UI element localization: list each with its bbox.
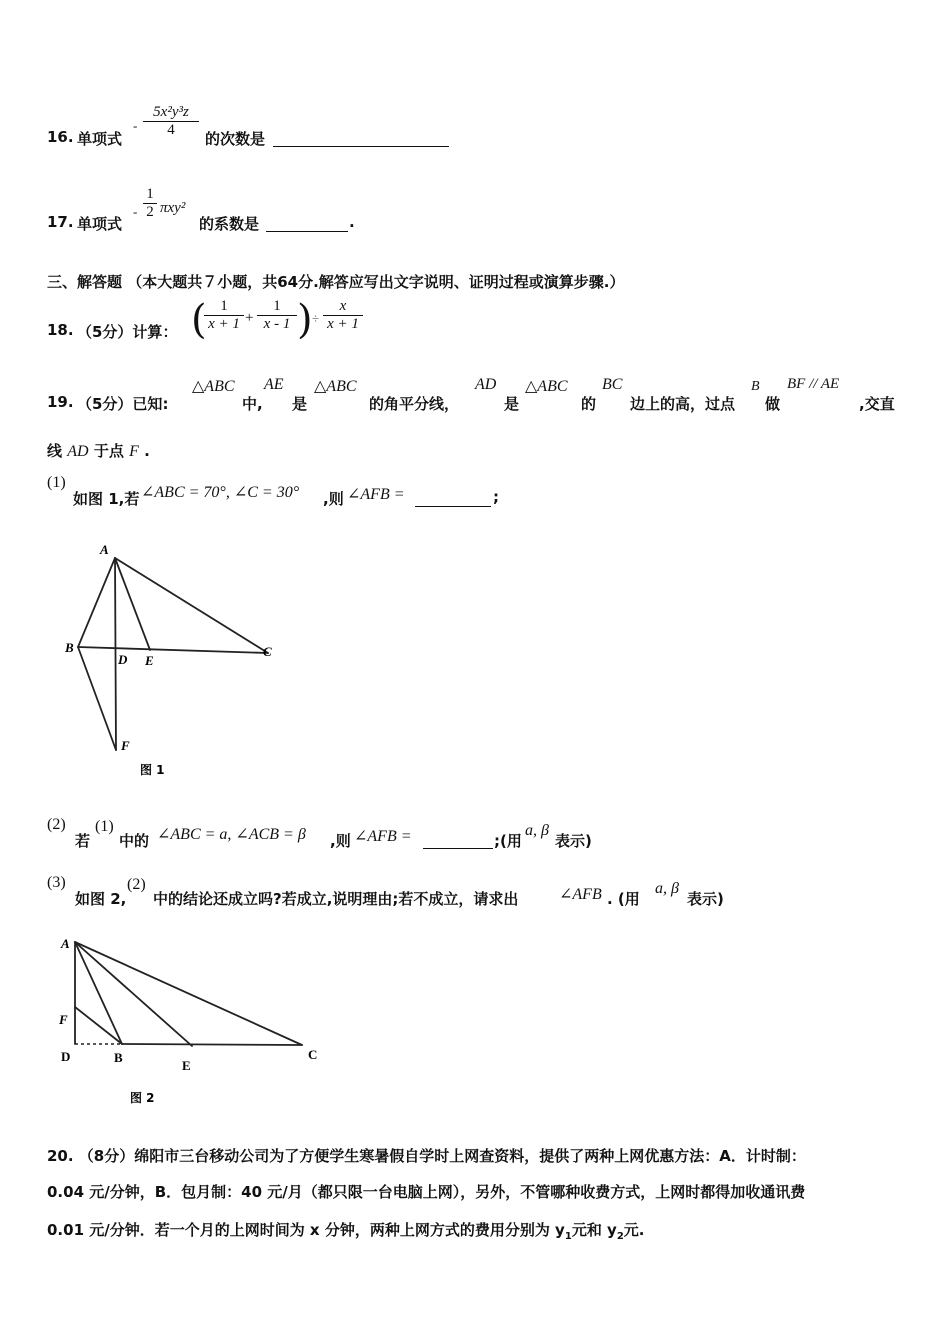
fig1-label-b: B bbox=[65, 640, 74, 655]
fig2-label-c: C bbox=[308, 1047, 318, 1062]
q18 bbox=[47, 296, 407, 344]
q19-number: 19. bbox=[47, 393, 74, 411]
q19-ae: AE bbox=[264, 376, 284, 393]
q19-t4: 是 bbox=[504, 395, 520, 413]
fig2-segment-ac bbox=[75, 942, 302, 1045]
fig2-label-d: D bbox=[61, 1049, 71, 1064]
q17-frac-den: 2 bbox=[146, 204, 154, 220]
q20-line3-c: 元. bbox=[623, 1221, 645, 1239]
q19-t5: 的 bbox=[581, 395, 597, 413]
p2-ask: ∠AFB = bbox=[354, 828, 412, 845]
q18-f1-num: 1 bbox=[220, 298, 228, 314]
q17-answer-blank bbox=[266, 215, 348, 232]
q19-t7: 做 bbox=[765, 395, 781, 413]
q17-sign: - bbox=[133, 204, 138, 219]
p2-ref: (1) bbox=[95, 818, 114, 835]
q16-prefix: 单项式 bbox=[77, 130, 123, 148]
q18-paren-left: ( bbox=[191, 297, 207, 343]
p2-text-e: 表示) bbox=[555, 832, 592, 850]
fig2-segment-ae bbox=[75, 942, 192, 1046]
q17-end: . bbox=[349, 213, 355, 231]
q19-line2-b: 于点 bbox=[93, 442, 124, 460]
q19-line2-end: . bbox=[144, 442, 150, 460]
q19-t8: ,交直 bbox=[859, 395, 895, 413]
p1-text-b: ,则 bbox=[323, 490, 344, 508]
p3-ref: (2) bbox=[127, 876, 146, 893]
p1-text-a: 如图 1,若 bbox=[73, 490, 140, 508]
fig2-label-e: E bbox=[182, 1058, 191, 1073]
q19-part2 bbox=[47, 816, 627, 852]
fig2-segment-ab bbox=[75, 942, 122, 1044]
fig2-caption: 图 2 bbox=[130, 1091, 155, 1105]
q18-f2-den: x - 1 bbox=[263, 316, 291, 332]
q18-paren-right: ) bbox=[297, 297, 313, 343]
q16-numerator: 5x²y³z bbox=[153, 104, 189, 120]
q18-fraction-3 bbox=[323, 298, 363, 333]
q19-part3 bbox=[47, 874, 767, 910]
q16-denominator: 4 bbox=[167, 122, 175, 138]
q19-b: B bbox=[751, 379, 760, 394]
q19-score: （5分）已知: bbox=[77, 395, 169, 413]
p3-label: (3) bbox=[47, 874, 66, 891]
fig2-label-b: B bbox=[114, 1050, 123, 1065]
p3-text-d: 表示) bbox=[687, 890, 724, 908]
p2-text-d: ;(用 bbox=[494, 832, 522, 850]
q19-t2: 是 bbox=[292, 395, 308, 413]
p1-end: ; bbox=[493, 488, 499, 506]
q16-suffix: 的次数是 bbox=[205, 130, 266, 148]
q18-fraction-1 bbox=[204, 298, 244, 333]
p1-answer-blank bbox=[415, 490, 491, 507]
fig1-label-a: A bbox=[100, 542, 109, 557]
fig1-segment-bc bbox=[78, 647, 268, 653]
q19-t1: 中, bbox=[242, 395, 263, 413]
q17-number: 17. bbox=[47, 213, 74, 231]
p2-vars: a, β bbox=[525, 822, 549, 839]
q16-fraction bbox=[143, 104, 199, 139]
q19-bc: BC bbox=[602, 376, 623, 393]
p2-text-c: ,则 bbox=[330, 832, 351, 850]
q19-part1 bbox=[47, 474, 517, 510]
figure-1 bbox=[60, 540, 300, 790]
fig1-segment-af bbox=[115, 558, 116, 750]
p3-text-a: 如图 2, bbox=[75, 890, 127, 908]
figure-2 bbox=[50, 930, 350, 1110]
p3-text-c: . (用 bbox=[607, 890, 640, 908]
q18-f1-den: x + 1 bbox=[208, 316, 240, 332]
q19-ad: AD bbox=[475, 376, 497, 393]
q18-number: 18. bbox=[47, 321, 74, 339]
fig1-segment-bf bbox=[78, 647, 116, 750]
q18-divide: ÷ bbox=[312, 311, 320, 326]
fig1-label-e: E bbox=[145, 653, 154, 668]
fig1-segment-ae bbox=[115, 558, 150, 650]
p2-text-b: 中的 bbox=[119, 832, 150, 850]
fig1-segment-ac bbox=[115, 558, 268, 653]
p3-ask: ∠AFB bbox=[559, 886, 602, 903]
q16-sign: - bbox=[133, 118, 138, 133]
p1-label: (1) bbox=[47, 474, 66, 491]
fig2-segment-fb bbox=[75, 1007, 122, 1044]
q18-f2-num: 1 bbox=[273, 298, 281, 314]
fig2-segment-bc bbox=[122, 1044, 302, 1045]
q19-t3: 的角平分线， bbox=[369, 395, 460, 413]
q20-sub1: 1 bbox=[564, 1231, 572, 1242]
q18-plus: + bbox=[245, 310, 254, 326]
p2-answer-blank bbox=[423, 832, 493, 849]
q19-line2-a: 线 bbox=[47, 442, 63, 460]
fig1-caption: 图 1 bbox=[140, 763, 165, 777]
q18-fraction-2 bbox=[257, 298, 297, 333]
p1-cond: ∠ABC = 70°, ∠C = 30° bbox=[141, 484, 300, 501]
fig1-segment-ab bbox=[78, 558, 115, 647]
fig1-label-f: F bbox=[121, 738, 130, 753]
q18-f3-den: x + 1 bbox=[327, 316, 359, 332]
fig2-label-a: A bbox=[61, 936, 70, 951]
p3-vars: a, β bbox=[655, 880, 679, 897]
q19-tri2: △ABC bbox=[314, 378, 357, 395]
q19-t6: 边上的高，过点 bbox=[630, 395, 736, 413]
q20-sub2: 2 bbox=[616, 1231, 624, 1242]
q19-tri1: △ABC bbox=[192, 378, 235, 395]
q17-term: πxy² bbox=[160, 200, 186, 216]
fig1-label-c: C bbox=[263, 644, 272, 659]
q19-bfae: BF // AE bbox=[787, 376, 840, 392]
q19-line2-f: F bbox=[129, 443, 139, 460]
p2-label: (2) bbox=[47, 816, 66, 833]
q17-fraction bbox=[143, 186, 157, 221]
q20-line3 bbox=[47, 1219, 645, 1242]
fig1-label-d: D bbox=[118, 652, 128, 667]
q18-score: （5分）计算： bbox=[77, 323, 178, 341]
q20-line3-a: 0.01 元/分钟．若一个月的上网时间为 x 分钟，两种上网方式的费用分别为 y bbox=[47, 1221, 565, 1239]
p2-text-a: 若 bbox=[75, 832, 91, 850]
section3-title: 三、解答题 （本大题共７小题，共64分.解答应写出文字说明、证明过程或演算步骤.） bbox=[47, 273, 625, 291]
q19-tri3: △ABC bbox=[525, 378, 568, 395]
p3-text-b: 中的结论还成立吗?若成立,说明理由;若不成立，请求出 bbox=[153, 890, 519, 908]
q16-answer-blank bbox=[273, 130, 449, 147]
q19-line1 bbox=[47, 376, 907, 416]
p2-cond: ∠ABC = a, ∠ACB = β bbox=[157, 826, 306, 843]
q20-line1: 20. （8分）绵阳市三台移动公司为了方便学生寒暑假自学时上网查资料，提供了两种上网优惠方法：A．计时制： bbox=[47, 1147, 806, 1165]
q20-line2: 0.04 元/分钟，B．包月制：40 元/月（都只限一台电脑上网），另外，不管哪种收费方式，上网时都得加收通讯费 bbox=[47, 1183, 806, 1201]
fig2-label-f: F bbox=[59, 1012, 68, 1027]
q16-number: 16. bbox=[47, 128, 74, 146]
q19-line2 bbox=[47, 440, 150, 462]
q17-suffix: 的系数是 bbox=[199, 215, 260, 233]
p1-ask: ∠AFB = bbox=[347, 486, 405, 503]
q18-f3-num: x bbox=[339, 298, 347, 314]
q20-line3-b: 元和 y bbox=[571, 1221, 617, 1239]
q17-prefix: 单项式 bbox=[77, 215, 123, 233]
q19-line2-ad: AD bbox=[67, 443, 89, 460]
q17-frac-num: 1 bbox=[146, 186, 154, 202]
